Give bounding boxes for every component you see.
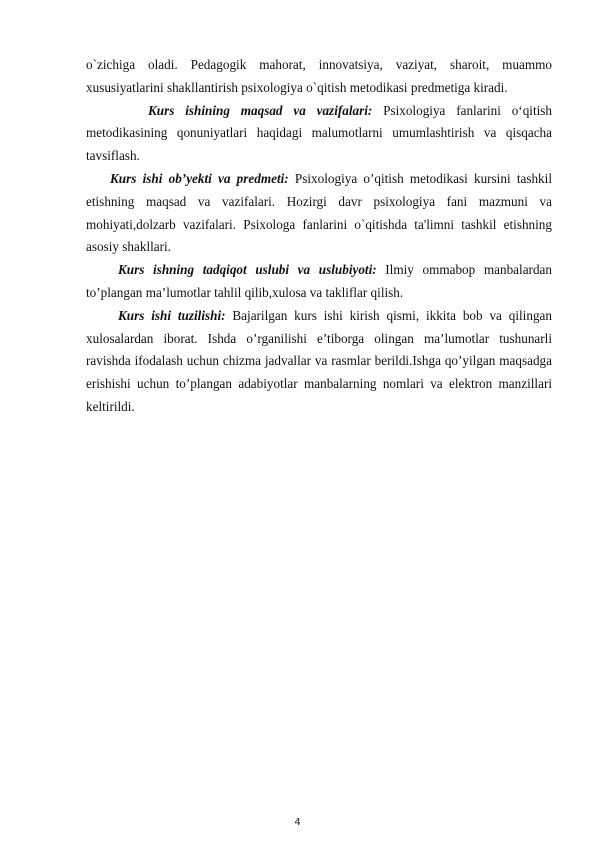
paragraph-text: o`zichiga oladi. Pedagogik mahorat, innovatsiya, vaziyat, sharoit, muammo xususiyatlarini shakllantirish psixologiya o`qitish metodikasi predmetiga kiradi. — [86, 57, 552, 95]
paragraph-text: Psixologiya fanlarini o‘qitish metodikasining qonuniyatlari haqidagi malumotlarni umumlashtirish va qisqacha tavsiflash. — [86, 102, 553, 164]
paragraph-object-subject — [86, 168, 552, 259]
paragraph-intro — [86, 54, 552, 100]
paragraph-text: Bajarilgan kurs ishi kirish qismi, ikkita bob va qilingan xulosalardan iborat. Ishda o’rganilishi e’tiborga olingan ma’lumotlar tushunarli ravishda ifodalash uchun chizma jadvallar va rasmlar berildi.Ishga qo’yilgan maqsadga erishishi uchun to’plangan adabiyotlar manbalarning nomlari va elektron manzillari keltirildi. — [86, 307, 552, 414]
paragraph-methodology — [86, 259, 552, 305]
paragraph-text: Psixologiya o’qitish metodikasi kursini tashkil etishning maqsad va vazifalari. Hozirgi davr psixologiya fani mazmuni va mohiyati,dolzarb vazifalari. Psixologa fanlarini o`qitishda ta'limni tashkil etishning asosiy shakllari. — [86, 170, 552, 255]
object-subject-heading: Kurs ishi ob’yekti va predmeti: — [110, 170, 289, 186]
paragraph-text: Ilmiy ommabop manbalardan to’plangan ma’lumotlar tahlil qilib,xulosa va takliflar qilish. — [86, 262, 552, 300]
body-text — [86, 54, 552, 419]
paragraph-goals — [86, 100, 552, 168]
page-number: 4 — [294, 817, 301, 828]
paragraph-structure — [86, 305, 552, 419]
methodology-heading: Kurs ishning tadqiqot uslubi va uslubiyoti: — [118, 262, 377, 278]
goals-heading: Kurs ishining maqsad va vazifalari: — [148, 102, 373, 118]
structure-heading: Kurs ishi tuzilishi: — [118, 307, 226, 323]
